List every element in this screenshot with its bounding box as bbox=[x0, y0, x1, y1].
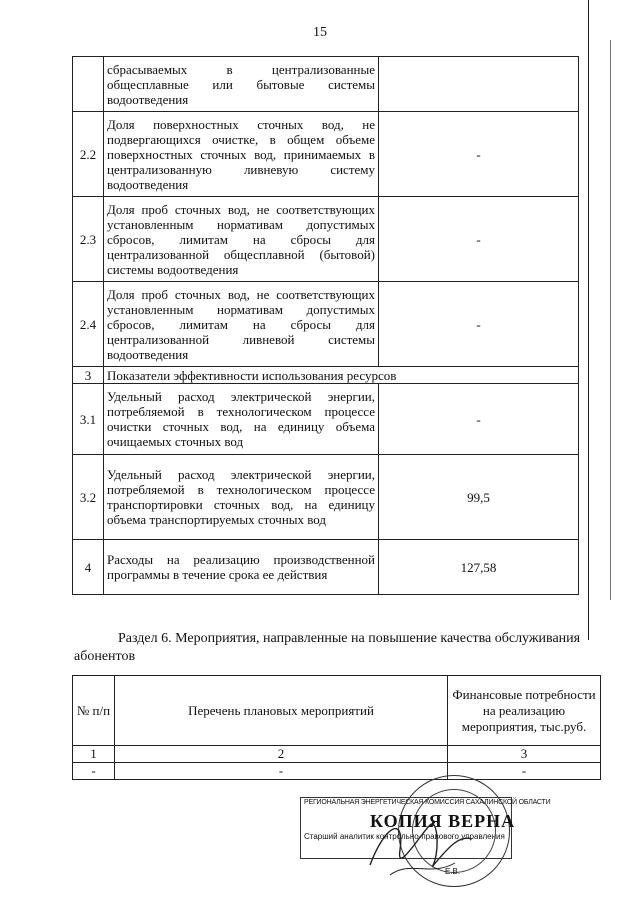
table-cell: - bbox=[448, 763, 601, 780]
activities-index-row bbox=[73, 746, 601, 763]
row-number: 4 bbox=[73, 540, 104, 595]
table-row bbox=[73, 57, 579, 112]
table-row bbox=[73, 384, 579, 455]
row-number: 2.2 bbox=[73, 112, 104, 197]
table-cell: - bbox=[73, 763, 115, 780]
row-number: 3.1 bbox=[73, 384, 104, 455]
indicator-name: Доля поверхностных сточных вод, не подвергающихся очистке, в общем объеме поверхностных сточных вод, принимаемых в централизованную ливневую систему водоотведения bbox=[104, 112, 379, 197]
indicator-value: - bbox=[379, 197, 579, 282]
indicator-value: 99,5 bbox=[379, 455, 579, 540]
index-cell: 2 bbox=[115, 746, 448, 763]
row-number: 2.4 bbox=[73, 282, 104, 367]
indicator-value: 127,58 bbox=[379, 540, 579, 595]
stamp-position: Старший аналитик контрольно-правового управления bbox=[304, 832, 505, 841]
indicator-name: Удельный расход электрической энергии, потребляемой в технологическом процессе транспортировки сточных вод, на единицу объема транспортируемых сточных вод bbox=[104, 455, 379, 540]
table-row bbox=[73, 455, 579, 540]
index-cell: 1 bbox=[73, 746, 115, 763]
table-row bbox=[73, 282, 579, 367]
row-number: 3.2 bbox=[73, 455, 104, 540]
table-row bbox=[73, 540, 579, 595]
indicator-name: Расходы на реализацию производственной программы в течение срока ее действия bbox=[104, 540, 379, 595]
table-row bbox=[73, 367, 579, 384]
signature-icon bbox=[360, 805, 480, 885]
indicator-name: Удельный расход электрической энергии, потребляемой в технологическом процессе очистки сточных вод, на единицу объема очищаемых сточных вод bbox=[104, 384, 379, 455]
activities-table bbox=[72, 675, 601, 780]
margin-line bbox=[588, 0, 589, 640]
indicator-value: - bbox=[379, 112, 579, 197]
table-cell: - bbox=[115, 763, 448, 780]
row-number bbox=[73, 57, 104, 112]
indicators-table bbox=[72, 56, 579, 595]
table-row bbox=[73, 112, 579, 197]
indicator-value bbox=[379, 57, 579, 112]
index-cell: 3 bbox=[448, 746, 601, 763]
stamp-org: РЕГИОНАЛЬНАЯ ЭНЕРГЕТИЧЕСКАЯ КОМИССИЯ САХАЛИНСКОЙ ОБЛАСТИ bbox=[304, 799, 551, 806]
indicator-name: Доля проб сточных вод, не соответствующих установленным нормативам допустимых сбросов, лимитам на сбросы для централизованной общесплавной (бытовой) системы водоотведения bbox=[104, 197, 379, 282]
scan-edge-line bbox=[610, 40, 611, 600]
section-6-title bbox=[74, 630, 590, 666]
indicator-name: Доля проб сточных вод, не соответствующих установленным нормативам допустимых сбросов, лимитам на сбросы для централизованной ливневой системы водоотведения bbox=[104, 282, 379, 367]
page-number: 15 bbox=[313, 25, 327, 40]
stamp-initials: Е.В. bbox=[445, 867, 461, 876]
section-6-title-text: Раздел 6. Мероприятия, направленные на повышение качества обслуживания абонентов bbox=[74, 631, 581, 664]
activities-header-row bbox=[73, 676, 601, 746]
header-financial-needs: Финансовые потребности на реализацию мероприятия, тыс.руб. bbox=[448, 676, 601, 746]
row-number: 2.3 bbox=[73, 197, 104, 282]
row-number: 3 bbox=[73, 367, 104, 384]
indicator-name: Показатели эффективности использования ресурсов bbox=[104, 367, 579, 384]
indicator-value: - bbox=[379, 384, 579, 455]
stamp-title: КОПИЯ ВЕРНА bbox=[370, 811, 516, 831]
header-number: № п/п bbox=[73, 676, 115, 746]
indicator-name: сбрасываемых в централизованные общесплавные или бытовые системы водоотведения bbox=[104, 57, 379, 112]
header-activity-list: Перечень плановых мероприятий bbox=[115, 676, 448, 746]
copy-certified-stamp bbox=[300, 775, 551, 890]
table-row bbox=[73, 197, 579, 282]
indicator-value: - bbox=[379, 282, 579, 367]
